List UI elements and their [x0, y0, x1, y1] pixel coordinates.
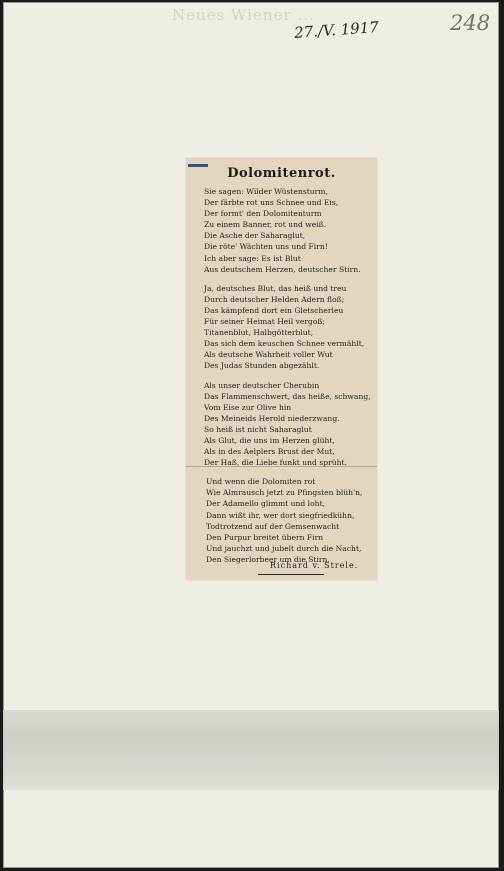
- poem-line: Titanenblut, Halbgötterblut,: [204, 328, 314, 338]
- handwritten-date: 27./V. 1917: [293, 18, 380, 42]
- poem-line: Den Siegerlorbeer um die Stirn.: [206, 554, 330, 564]
- poem-body: [204, 186, 374, 573]
- poem-line: Der Adamello glimmt und loht,: [206, 499, 326, 509]
- poem-line: Das sich dem keuschen Schnee vermählt,: [204, 339, 365, 349]
- poem-line: Zu einem Banner, rot und weiß.: [204, 220, 327, 230]
- poem-line: Dann wißt ihr, wer dort siegfriedkühn,: [206, 510, 355, 520]
- poem-line: Und wenn die Dolomiten rot: [206, 477, 316, 487]
- stanza-2: [204, 283, 374, 372]
- poem-line: Des Meineids Herold niederzwang.: [204, 413, 340, 423]
- poem-line: Todtrotzend auf der Gemsenwacht: [206, 521, 340, 531]
- poem-line: Den Purpur breitet übern Firn: [206, 532, 324, 542]
- archive-stamp: Neues Wiener ...: [172, 6, 315, 24]
- poem-line: Wie Almrausch jetzt zu Pfingsten blüh'n,: [206, 488, 363, 498]
- poem-line: Sie sagen: Wilder Wüstensturm,: [204, 187, 328, 196]
- poem-line: Und jauchzt und jubelt durch die Nacht,: [206, 543, 362, 553]
- poem-line: Die röte' Wächten uns und Firn!: [204, 242, 328, 252]
- poem-line: Als unser deutscher Cherubin: [204, 380, 320, 390]
- poem-line: Ich aber sage: Es ist Blut: [204, 253, 301, 263]
- folio-number: 248: [450, 11, 491, 35]
- poem-line: Ja, deutsches Blut, das heiß und treu: [204, 283, 347, 293]
- poem-line: Als deutsche Wahrheit voller Wut: [204, 350, 333, 360]
- poem-line: Das kämpfend dort ein Gletscherleu: [204, 305, 344, 315]
- poem-line: Das Flammenschwert, das heiße, schwang,: [204, 391, 371, 401]
- poem-line: Die Asche der Saharaglut,: [204, 231, 306, 241]
- poem-line: Der Haß, die Liebe funkt und sprüht.: [204, 458, 347, 468]
- poem-line: Vom Eise zur Olive hin: [204, 402, 292, 412]
- poem-line: Des Judas Stunden abgezählt.: [204, 361, 320, 371]
- poem-line: Als in des Aelplers Brust der Mut,: [204, 447, 335, 457]
- poem-line: So heiß ist nicht Saharaglut: [204, 424, 312, 434]
- poem-line: Durch deutscher Helden Adern floß;: [204, 294, 345, 304]
- stanza-3: [204, 380, 374, 469]
- poem-line: Als Glut, die uns im Herzen glüht,: [204, 435, 335, 445]
- newspaper-clipping: [186, 158, 377, 580]
- scan-shadow-band: [3, 710, 499, 790]
- poem-line: Für seiner Heimat Heil vergoß;: [204, 317, 326, 327]
- poem-title: Dolomitenrot.: [227, 166, 336, 181]
- stanza-4: [204, 476, 374, 565]
- poem-line: Der färbte rot uns Schnee und Eis,: [204, 198, 339, 208]
- author-underline: [258, 574, 324, 575]
- author-signature: Richard v. Strele.: [270, 561, 359, 570]
- poem-line: Der formt' den Dolomitenturm: [204, 209, 322, 219]
- stanza-1: [204, 186, 374, 275]
- poem-line: Aus deutschem Herzen, deutscher Stirn.: [204, 264, 361, 274]
